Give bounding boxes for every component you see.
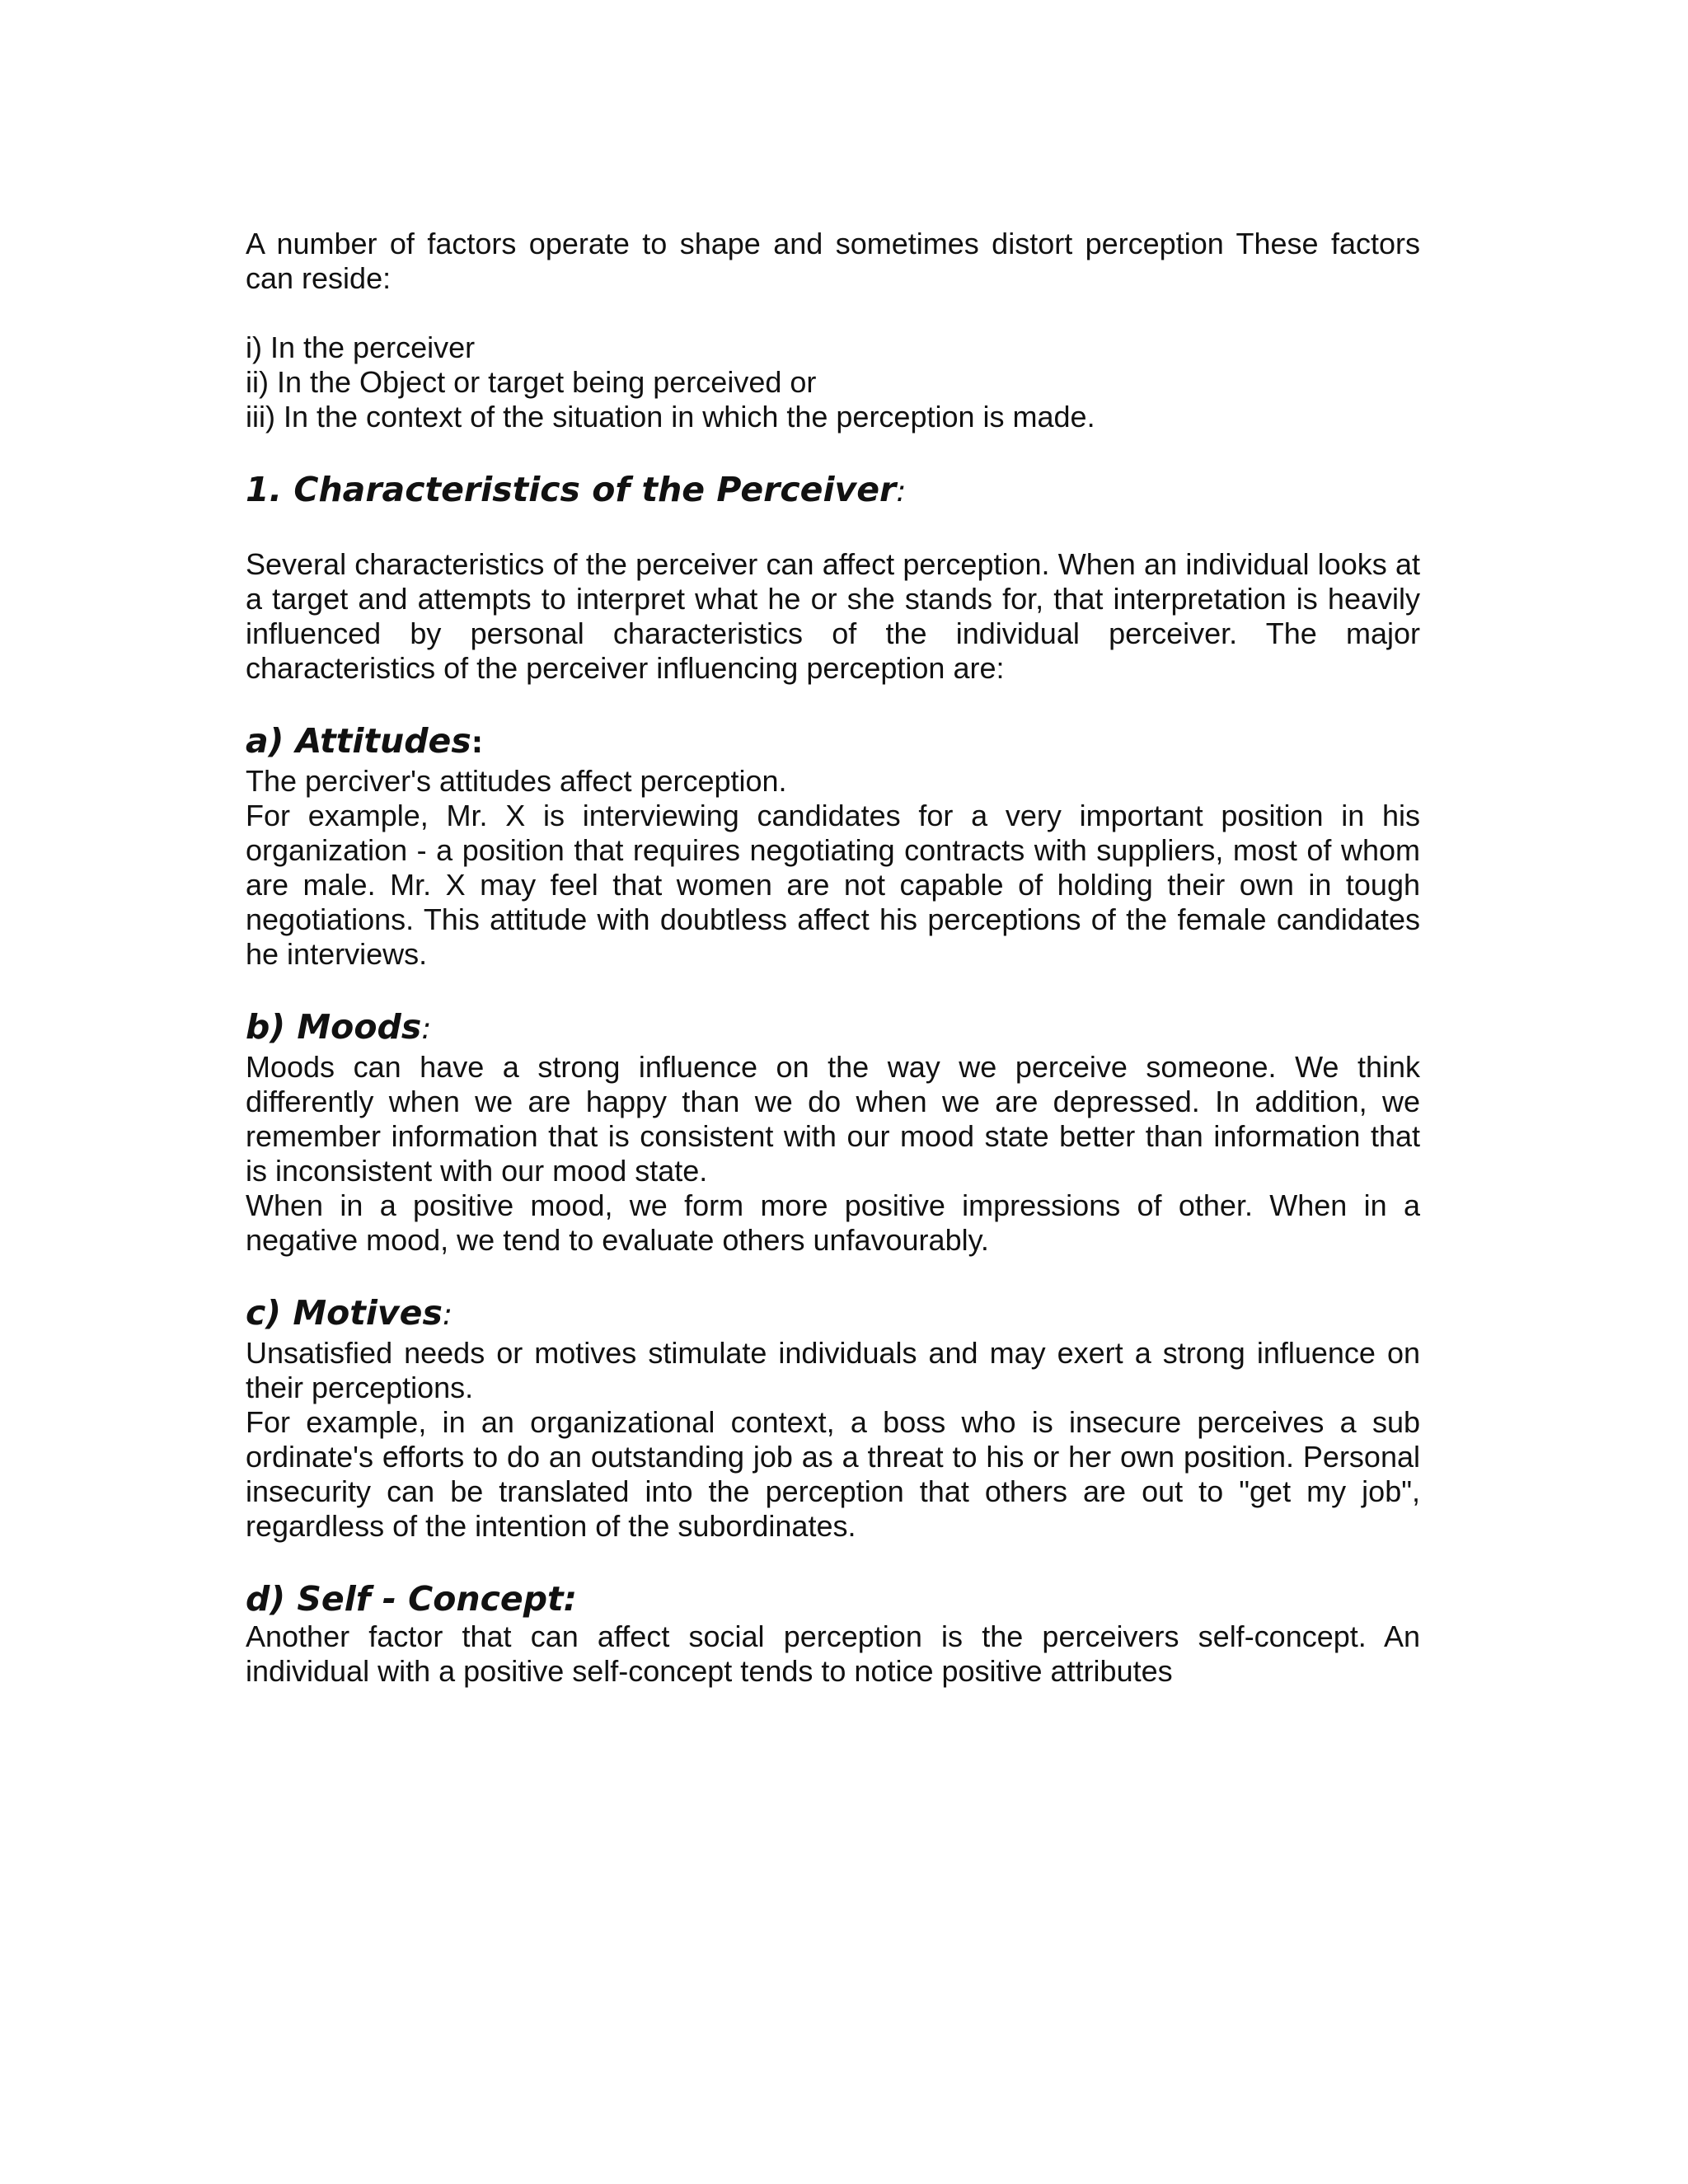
moods-paragraph-2: When in a positive mood, we form more positive impressions of other. When in a negative mood, we tend to evaluate others unfavourably. [246, 1188, 1420, 1257]
motives-paragraph-2: For example, in an organizational context, a boss who is insecure perceives a sub ordinate's efforts to do an outstanding job as a threat to his or her own position. Personal insecurity can be translated into the perception that others are out to "get my job", regardless of the intention of the subordinates. [246, 1405, 1420, 1543]
motives-paragraph-1: Unsatisfied needs or motives stimulate individuals and may exert a strong influence on their perceptions. [246, 1336, 1420, 1404]
section-heading-colon: : [896, 475, 907, 509]
subheading-self-concept: d) Self - Concept: [246, 1579, 578, 1619]
subheading-motives [246, 1292, 1420, 1336]
subheading-attitudes [246, 720, 1420, 764]
document-page [246, 227, 1420, 1689]
section-heading-perceiver [246, 469, 1420, 513]
subheading-moods [246, 1006, 1420, 1050]
list-item: i) In the perceiver [246, 330, 476, 364]
subheading-text: a) Attitudes [246, 721, 471, 761]
list-item: iii) In the context of the situation in which the perception is made. [246, 400, 1095, 434]
attitudes-paragraph-1: The perciver's attitudes affect perception. [246, 764, 787, 798]
moods-paragraph-1: Moods can have a strong influence on the way we perceive someone. We think differently when we are happy than we do when we are depressed. In addition, we remember information that is consistent with our mood state better than information that is inconsistent with our mood state. [246, 1050, 1420, 1188]
intro-paragraph: A number of factors operate to shape and sometimes distort perception These factors can reside: [246, 227, 1420, 295]
subheading-text: b) Moods [246, 1007, 422, 1047]
attitudes-paragraph-2: For example, Mr. X is interviewing candidates for a very important position in his organization - a position that requires negotiating contracts with suppliers, most of whom are male. Mr. X may feel that women are not capable of holding their own in tough negotiations. This attitude with doubtless affect his perceptions of the female candidates he interviews. [246, 799, 1420, 971]
subheading-colon: : [471, 726, 484, 760]
subheading-colon: : [442, 1298, 453, 1332]
section-heading-text: 1. Characteristics of the Perceiver [246, 470, 897, 509]
factor-list [246, 330, 1420, 434]
subheading-text: c) Motives [246, 1293, 443, 1333]
list-item: ii) In the Object or target being perceived or [246, 365, 817, 399]
subheading-colon: : [421, 1012, 432, 1046]
perceiver-paragraph: Several characteristics of the perceiver can affect perception. When an individual looks at a target and attempts to interpret what he or she stands for, that interpretation is heavily influenced by personal characteristics of the individual perceiver. The major characteristics of the perceiver influencing perception are: [246, 547, 1420, 685]
self-concept-paragraph: Another factor that can affect social perception is the perceivers self-concept. An individual with a positive self-concept tends to notice positive attributes [246, 1619, 1420, 1688]
